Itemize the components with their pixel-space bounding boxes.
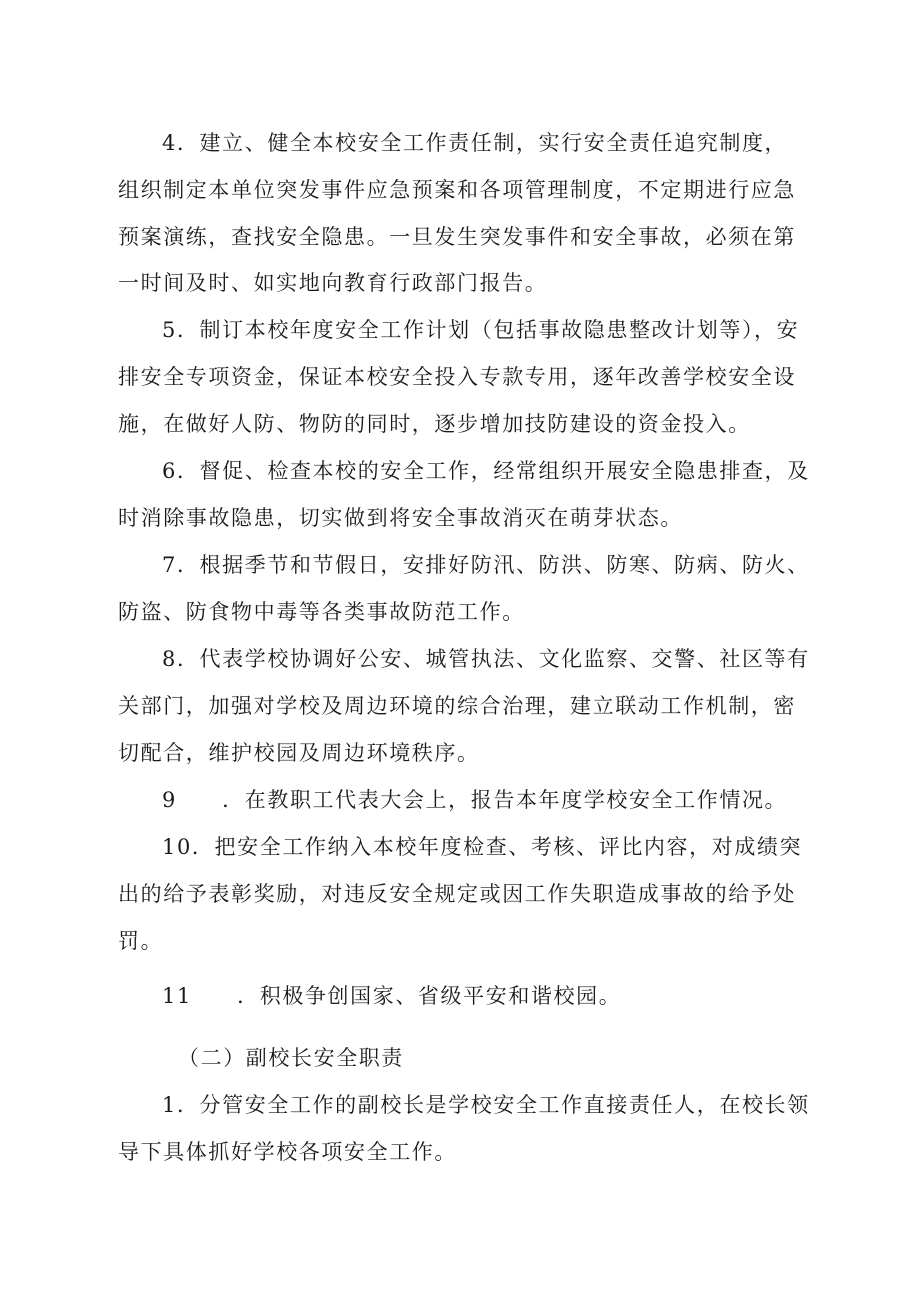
item-5-line-2: 排安全专项资金，保证本校安全投入专款专用，逐年改善学校安全设 [118, 365, 796, 389]
item-4-line-4: 一时间及时、如实地向教育行政部门报告。 [118, 271, 548, 295]
section-heading: （二）副校长安全职责 [178, 1046, 404, 1070]
item-8-line-2: 关部门，加强对学校及周边环境的综合治理，建立联动工作机制，密 [118, 694, 796, 718]
vice-principal-item-1-line-1: 1．分管安全工作的副校长是学校安全工作直接责任人，在校长领 [162, 1093, 810, 1117]
item-10-line-3: 罚。 [118, 929, 164, 953]
item-7-line-1: 7．根据季节和节假日，安排好防汛、防洪、防寒、防病、防火、 [162, 553, 810, 577]
item-4-line-2: 组织制定本单位突发事件应急预案和各项管理制度，不定期进行应急 [118, 178, 796, 202]
item-7-line-2: 防盗、防食物中毒等各类事故防范工作。 [118, 600, 525, 624]
vice-principal-item-1-line-2: 导下具体抓好学校各项安全工作。 [118, 1140, 457, 1164]
item-6-line-1: 6．督促、检查本校的安全工作，经常组织开展安全隐患排查，及 [162, 459, 810, 483]
item-9-line-1: 9 ．在教职工代表大会上，报告本年度学校安全工作情况。 [162, 788, 788, 812]
item-8-line-3: 切配合，维护校园及周边环境秩序。 [118, 741, 480, 765]
item-10-line-1: 10．把安全工作纳入本校年度检查、考核、评比内容，对成绩突 [162, 835, 803, 859]
item-4-line-3: 预案演练，查找安全隐患。一旦发生突发事件和安全事故，必须在第 [118, 225, 796, 249]
item-5-line-1: 5．制订本校年度安全工作计划（包括事故隐患整改计划等），安 [162, 318, 800, 342]
item-10-line-2: 出的给予表彰奖励，对违反安全规定或因工作失职造成事故的给予处 [118, 882, 796, 906]
item-8-line-1: 8．代表学校协调好公安、城管执法、文化监察、交警、社区等有 [162, 647, 810, 671]
item-11-line-1: 11 ．积极争创国家、省级平安和谐校园。 [162, 984, 622, 1008]
item-5-line-3: 施，在做好人防、物防的同时，逐步增加技防建设的资金投入。 [118, 412, 751, 436]
item-6-line-2: 时消除事故隐患，切实做到将安全事故消灭在萌芽状态。 [118, 506, 683, 530]
item-4-line-1: 4．建立、健全本校安全工作责任制，实行安全责任追究制度， [162, 131, 788, 155]
